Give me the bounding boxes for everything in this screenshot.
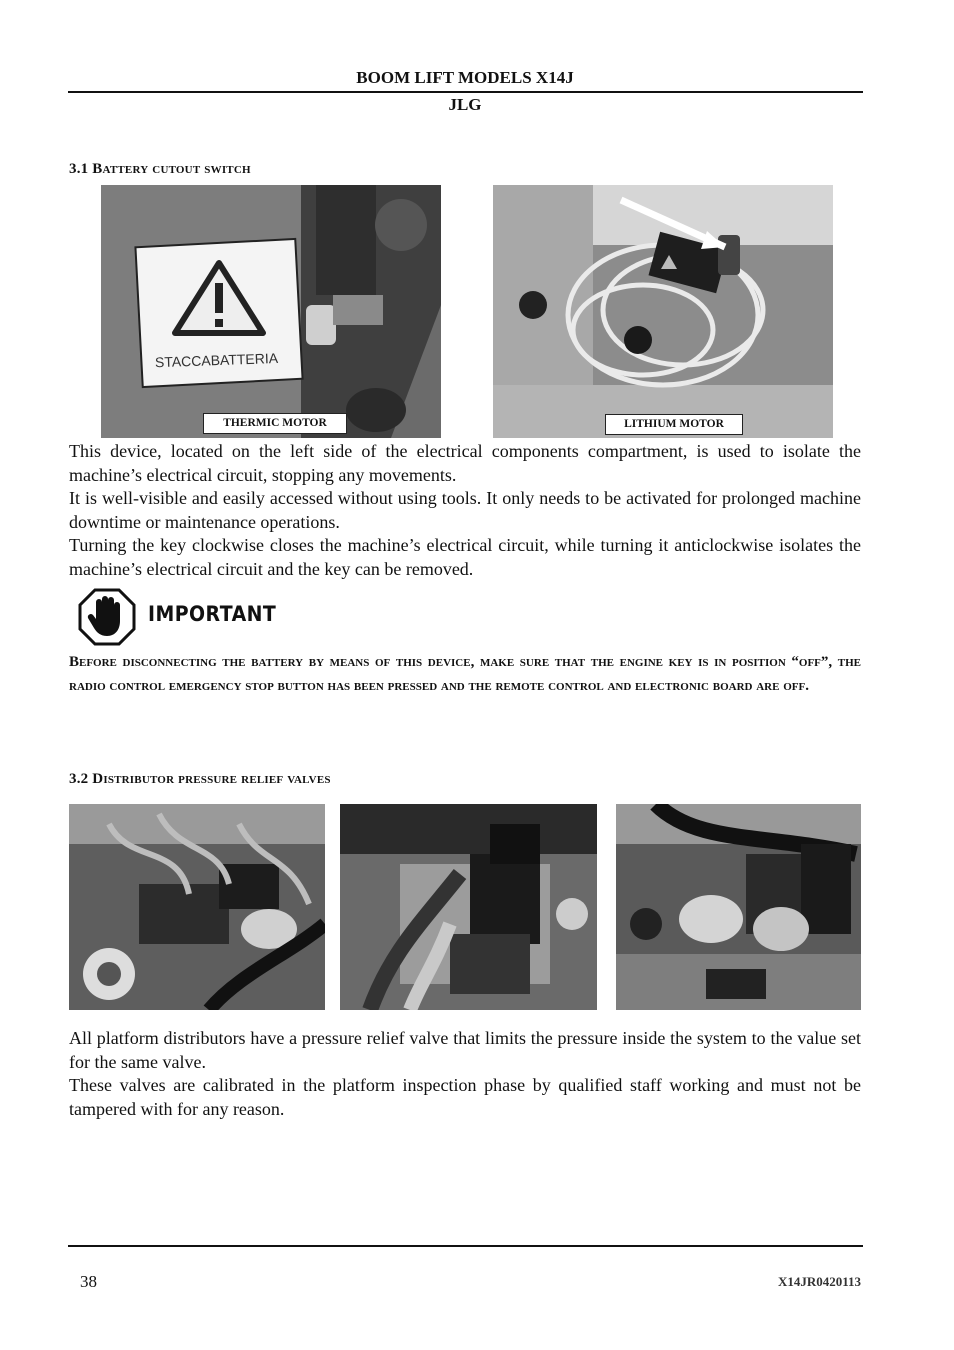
section2-body xyxy=(69,1027,861,1121)
header-brand: JLG xyxy=(448,95,482,114)
document-code: X14JR0420113 xyxy=(777,1274,861,1289)
page-number: 38 xyxy=(80,1272,97,1291)
caption-thermic-motor: THERMIC MOTOR xyxy=(203,413,347,434)
section-heading-battery-cutout: 3.1 Battery cutout switch xyxy=(69,161,251,177)
photo-distributor-2 xyxy=(340,804,597,1010)
section-heading-pressure-valves: 3.2 Distributor pressure relief valves xyxy=(69,771,331,787)
important-text: Before disconnecting the battery by means of this device, make sure that the engine key is in position “off”, the radio control emergency stop button has been pressed and the remote control and electronic board are off. xyxy=(69,654,861,694)
caption-lithium-motor: LITHIUM MOTOR xyxy=(605,414,743,435)
photo-thermic-motor xyxy=(101,185,441,438)
section2-paragraph: These valves are calibrated in the platform inspection phase by qualified staff working and must not be tampered with for any reason. xyxy=(69,1075,861,1119)
section1-paragraph: Turning the key clockwise closes the machine’s electrical circuit, while turning it anticlockwise isolates the machine’s electrical circuit and the key can be removed. xyxy=(69,535,861,579)
photo-distributor-3 xyxy=(616,804,861,1010)
header-title: BOOM LIFT MODELS X14J xyxy=(356,68,574,87)
header-rule xyxy=(68,91,863,93)
footer-rule xyxy=(68,1245,863,1247)
important-label: IMPORTANT xyxy=(148,602,277,626)
sticker-text: STACCABATTERIA xyxy=(154,349,279,371)
stop-hand-icon xyxy=(78,588,136,646)
section2-paragraph: All platform distributors have a pressure relief valve that limits the pressure inside the system to the value set for the same valve. xyxy=(69,1028,861,1072)
photo-distributor-1 xyxy=(69,804,325,1010)
section1-paragraph: It is well-visible and easily accessed without using tools. It only needs to be activated for prolonged machine downtime or maintenance operations. xyxy=(69,488,861,532)
photo-lithium-motor xyxy=(493,185,833,438)
section1-paragraph: This device, located on the left side of the electrical components compartment, is used to isolate the machine’s electrical circuit, stopping any movements. xyxy=(69,441,861,485)
section1-body xyxy=(69,440,861,581)
